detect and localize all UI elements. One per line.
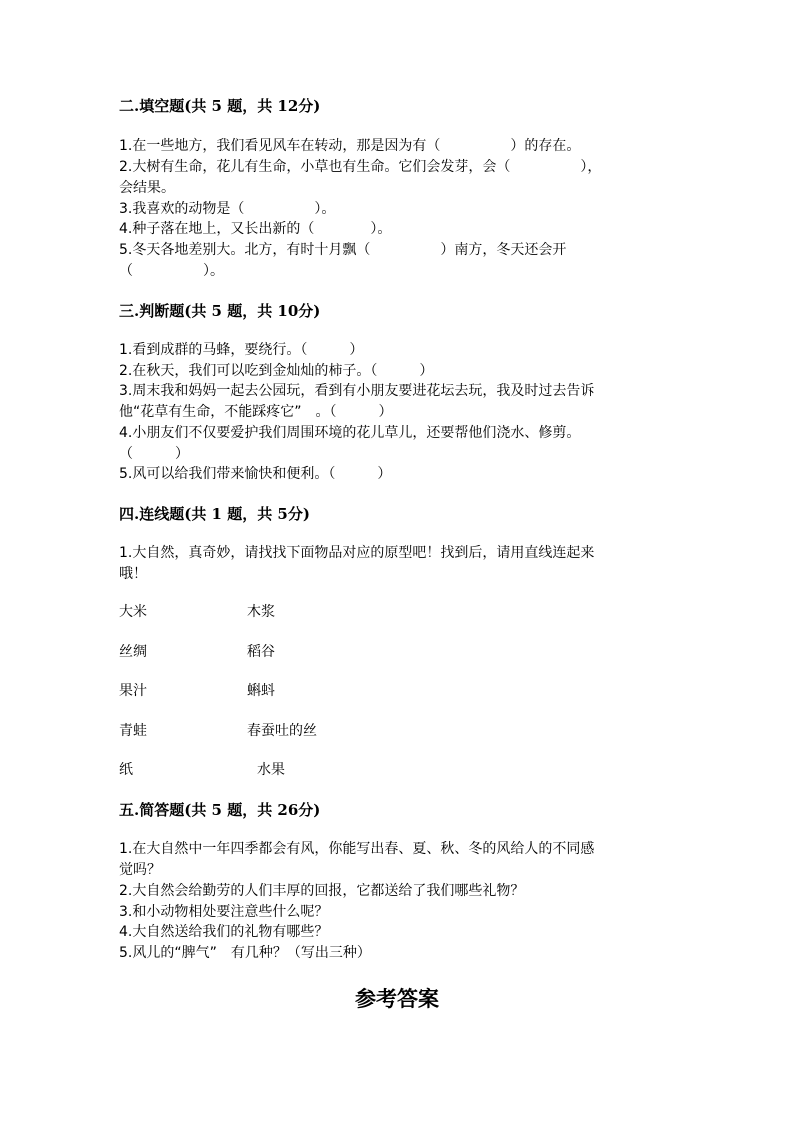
judge-heading: 三.判断题(共 5 题，共 10分)	[119, 302, 321, 320]
match-left-item: 大米	[119, 604, 147, 620]
fill-question-line: 5.冬天各地差别大。北方，有时十月飘（ ）南方，冬天还会开	[119, 242, 567, 258]
fill-question-line: 3.我喜欢的动物是（ ）。	[119, 201, 336, 217]
match-right-item: 稻谷	[247, 644, 275, 660]
judge-question-line: 4.小朋友们不仅要爱护我们周围环境的花儿草儿，还要帮他们浇水、修剪。	[119, 425, 581, 441]
judge-question-line: 1.看到成群的马蜂，要绕行。（ ）	[119, 342, 364, 358]
short-question-line: 4.大自然送给我们的礼物有哪些？	[119, 924, 329, 940]
judge-question-line: 5.风可以给我们带来愉快和便利。（ ）	[119, 466, 392, 482]
judge-question-line: 3.周末我和妈妈一起去公园玩，看到有小朋友要进花坛去玩，我及时过去告诉	[119, 383, 595, 399]
short-question-line: 2.大自然会给勤劳的人们丰厚的回报，它都送给了我们哪些礼物？	[119, 883, 525, 899]
short-answer-heading: 五.简答题(共 5 题，共 26分)	[119, 801, 321, 819]
fill-question-line: 2.大树有生命，花儿有生命，小草也有生命。它们会发芽，会（ ），	[119, 159, 602, 175]
fill-question-line: 4.种子落在地上，又长出新的（ ）。	[119, 221, 392, 237]
match-left-item: 丝绸	[119, 644, 147, 660]
match-left-item: 青蛙	[119, 723, 147, 739]
match-left-item: 果汁	[119, 683, 147, 699]
match-question-line: 哦！	[119, 566, 147, 582]
fill-question-line: 会结果。	[119, 180, 175, 196]
fill-question-line: 1.在一些地方，我们看见风车在转动，那是因为有（ ）的存在。	[119, 138, 581, 154]
match-right-item: 水果	[257, 762, 285, 778]
judge-question-line: 2.在秋天，我们可以吃到金灿灿的柿子。（ ）	[119, 363, 434, 379]
match-right-item: 蝌蚪	[247, 683, 275, 699]
short-question-line: 觉吗？	[119, 862, 161, 878]
match-heading: 四.连线题(共 1 题，共 5分)	[119, 505, 310, 523]
fill-blank-heading: 二.填空题(共 5 题，共 12分)	[119, 97, 321, 115]
match-left-item: 纸	[119, 762, 133, 778]
match-right-item: 春蚕吐的丝	[247, 723, 317, 739]
match-right-item: 木浆	[247, 604, 275, 620]
judge-question-line: 他“花草有生命，不能踩疼它” 。（ ）	[119, 404, 393, 420]
answer-key-title: 参考答案	[355, 986, 439, 1011]
judge-question-line: （ ）	[119, 446, 189, 462]
fill-question-line: （ ）。	[119, 263, 224, 279]
short-question-line: 1.在大自然中一年四季都会有风，你能写出春、夏、秋、冬的风给人的不同感	[119, 841, 595, 857]
short-question-line: 5.风儿的“脾气” 有几种？（写出三种）	[119, 945, 371, 961]
short-question-line: 3.和小动物相处要注意些什么呢？	[119, 904, 329, 920]
match-question-line: 1.大自然，真奇妙，请找找下面物品对应的原型吧！找到后，请用直线连起来	[119, 545, 595, 561]
